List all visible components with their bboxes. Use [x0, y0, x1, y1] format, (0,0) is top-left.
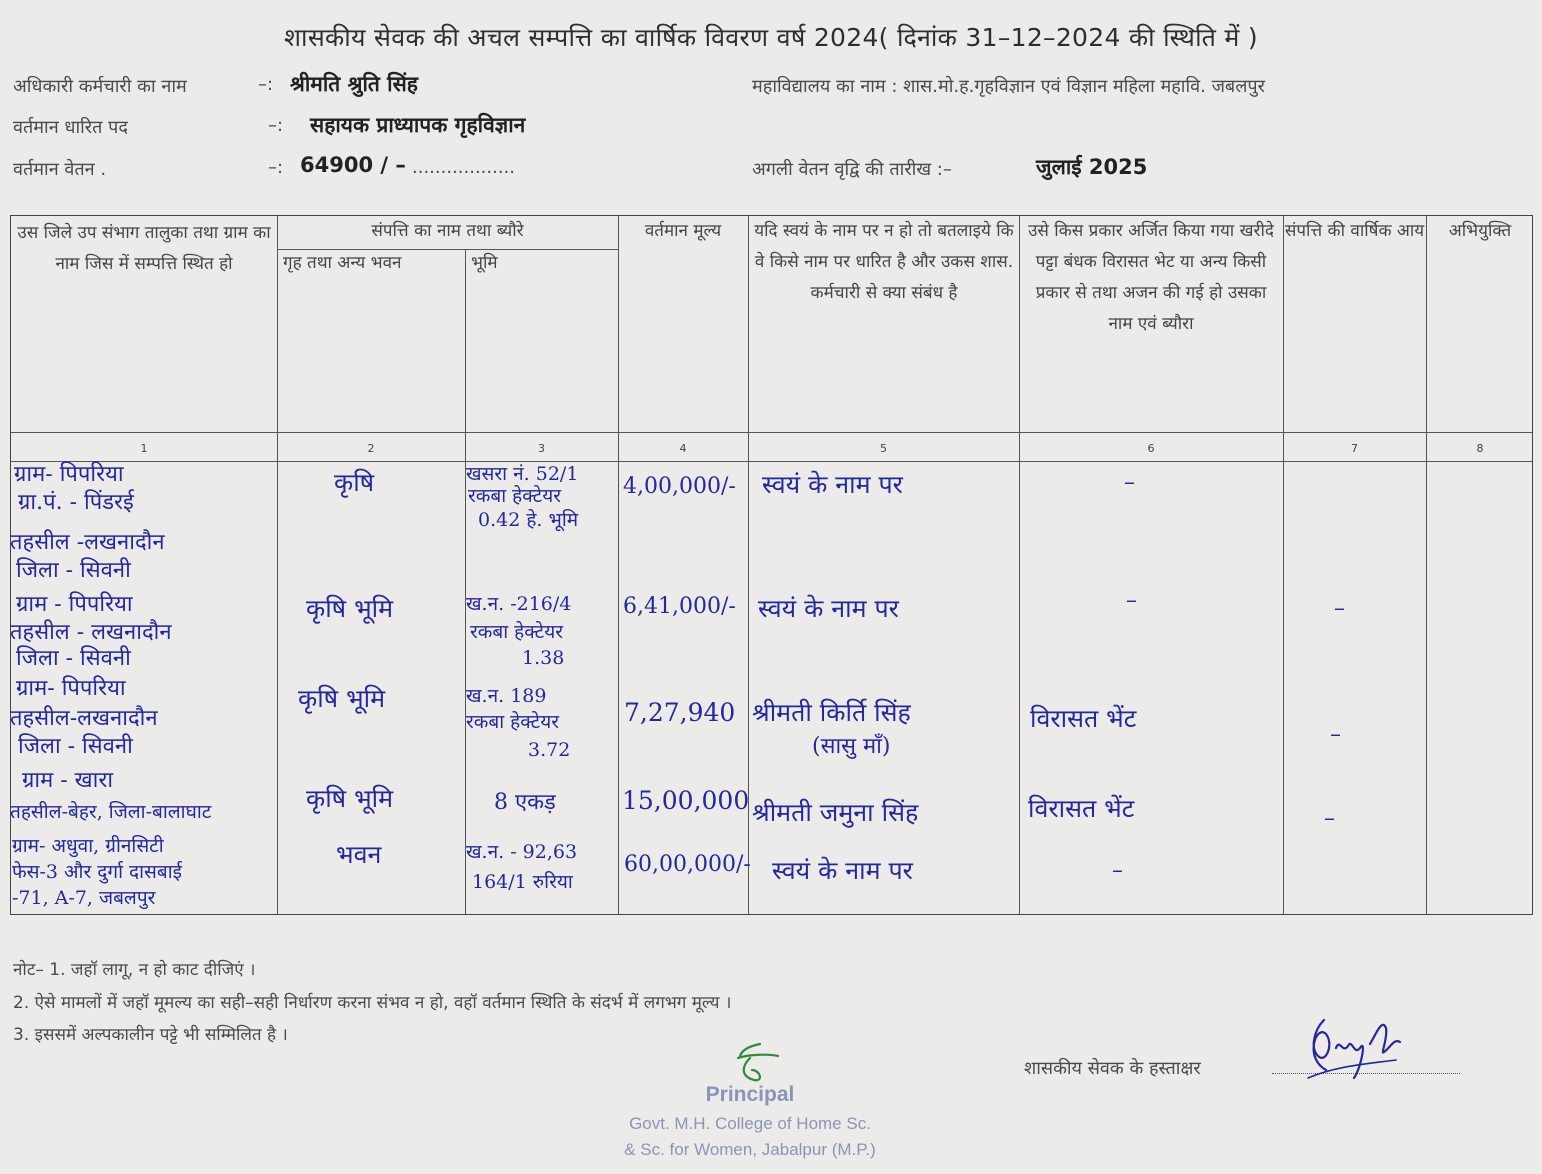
column-divider: [618, 216, 619, 914]
stamp-line-2: & Sc. for Women, Jabalpur (M.P.): [624, 1140, 876, 1159]
column-number: 3: [538, 442, 545, 455]
stamp-line-1: Govt. M.H. College of Home Sc.: [629, 1114, 871, 1133]
number-row-divider: [11, 461, 1532, 462]
post-label: वर्तमान धारित पद: [13, 117, 128, 138]
increment-label: अगली वेतन वृद्वि की तारीख :–: [752, 159, 952, 180]
row1-location-line: जिला - सिवनी: [16, 558, 131, 583]
row4-value: 15,00,000: [622, 786, 750, 815]
post-separator: –:: [268, 115, 284, 136]
college-label: महाविद्यालय का नाम : शास.मो.ह.गृहविज्ञान एवं विज्ञान महिला महावि. जबलपुर: [752, 76, 1266, 97]
page-title: शासकीय सेवक की अचल सम्पत्ति का वार्षिक विवरण वर्ष 2024( दिनांक 31–12–2024 की स्थिति में ): [284, 23, 1258, 52]
row5-owner: स्वयं के नाम पर: [772, 856, 913, 885]
row3-acquired: विरासत भेंट: [1030, 704, 1137, 733]
row2-property: कृषि भूमि: [306, 594, 394, 623]
header-owner-relation: यदि स्वयं के नाम पर न हो तो बतलाइये कि वे किसे नाम पर धारित है और उकस शास. कर्मचारी से क्या संबंध है: [754, 221, 1014, 303]
row3-location-line: तहसील-लखनादौन: [10, 706, 158, 731]
row3-income: –: [1330, 722, 1341, 747]
row3-location-line: जिला - सिवनी: [18, 734, 133, 759]
row5-acquired: –: [1112, 858, 1123, 883]
header-property-details: संपत्ति का नाम तथा ब्यौरे: [371, 221, 524, 241]
row5-property: भवन: [336, 840, 382, 869]
column-number: 7: [1351, 442, 1358, 455]
salary-value: 64900 / –: [300, 153, 406, 177]
row1-owner: स्वयं के नाम पर: [762, 470, 903, 499]
row1-acquired: –: [1124, 470, 1135, 495]
row4-location-line: तहसील-बेहर, जिला-बालाघाट: [10, 801, 212, 823]
header-location: उस जिले उप संभाग तालुका तथा ग्राम का नाम जिस में सम्पत्ति स्थित हो: [17, 223, 271, 274]
row1-land-line: 0.42 हे. भूमि: [478, 509, 579, 531]
row3-location-line: ग्राम- पिपरिया: [16, 676, 126, 701]
row2-value: 6,41,000/-: [623, 594, 736, 619]
column-divider: [465, 249, 466, 914]
row5-value: 60,00,000/-: [624, 852, 751, 877]
row2-location-line: तहसील - लखनादौन: [10, 620, 172, 645]
column-divider: [1019, 216, 1020, 914]
row1-land-line: खसरा नं. 52/1: [466, 463, 579, 485]
row5-location-line: फेस-3 और दुर्गा दासबाई: [12, 861, 182, 883]
row2-acquired: –: [1126, 588, 1137, 613]
note-3: 3. इससमें अल्पकालीन पट्टे भी सम्मिलित है ।: [13, 1025, 288, 1045]
row2-income: –: [1334, 596, 1345, 621]
salary-separator: –:: [268, 157, 284, 178]
header-divider: [11, 432, 1532, 433]
row2-location-line: ग्राम - पिपरिया: [16, 592, 133, 617]
row5-location-line: ग्राम- अधुवा, ग्रीनसिटी: [12, 835, 164, 857]
row4-location-line: ग्राम - खारा: [22, 768, 114, 793]
header-current-value: वर्तमान मूल्य: [644, 221, 722, 241]
note-2: 2. ऐसे मामलों में जहॉ मूमल्य का सही–सही निर्धारण करना संभव न हो, वहॉ वर्तमान स्थिति के संदर्भ में लगभग मूल्य ।: [13, 993, 732, 1013]
column-number: 6: [1147, 442, 1155, 455]
row2-owner: स्वयं के नाम पर: [758, 594, 899, 623]
name-separator: –:: [258, 74, 274, 95]
row3-property: कृषि भूमि: [298, 684, 386, 713]
column-divider: [277, 216, 278, 914]
column-divider: [1283, 216, 1284, 914]
signature-scrawl: [1296, 1008, 1416, 1088]
header-land: भूमि: [471, 253, 498, 273]
row4-acquired: विरासत भेंट: [1028, 794, 1135, 823]
name-label: अधिकारी कर्मचारी का नाम: [13, 76, 187, 97]
stamp-title: Principal: [705, 1083, 795, 1106]
row3-owner-line: श्रीमती किर्ति सिंह: [752, 698, 911, 727]
row4-owner: श्रीमती जमुना सिंह: [752, 798, 919, 827]
header-remarks: अभियुक्ति: [1448, 221, 1512, 241]
row3-land-line: ख.न. 189: [466, 685, 547, 707]
column-number: 1: [140, 442, 148, 455]
row3-land-line: रकबा हेक्टेयर: [466, 711, 559, 733]
row2-land-line: ख.न. -216/4: [466, 593, 572, 615]
row1-property: कृषि: [334, 468, 375, 497]
note-1: नोट– 1. जहॉ लागू, न हो काट दीजिएं ।: [13, 960, 256, 980]
row1-location-line: तहसील -लखनादौन: [10, 530, 165, 555]
row1-location-line: ग्राम- पिपरिया: [14, 462, 124, 487]
row3-value: 7,27,940: [624, 698, 736, 727]
row2-land-line: 1.38: [522, 647, 565, 669]
row5-land-line: ख.न. - 92,63: [466, 841, 578, 863]
row3-land-line: 3.72: [528, 739, 571, 761]
header-buildings: गृह तथा अन्य भवन: [283, 253, 402, 273]
salary-dots: ..................: [412, 157, 515, 178]
salary-label: वर्तमान वेतन .: [13, 159, 107, 180]
column-divider: [1426, 216, 1427, 914]
row5-land-line: 164/1 रुरिया: [472, 871, 573, 893]
column-number: 8: [1476, 442, 1484, 455]
row4-land: 8 एकड़: [494, 790, 556, 815]
name-value: श्रीमति श्रुति सिंह: [290, 72, 418, 96]
row2-land-line: रकबा हेक्टेयर: [470, 621, 563, 643]
signature-label: शासकीय सेवक के हस्ताक्षर: [1024, 1058, 1201, 1079]
post-value: सहायक प्राध्यापक गृहविज्ञान: [310, 113, 526, 137]
increment-value: जुलाई 2025: [1036, 155, 1148, 179]
row2-location-line: जिला - सिवनी: [16, 646, 131, 671]
header-annual-income: संपत्ति की वार्षिक आय: [1284, 221, 1425, 241]
row1-value: 4,00,000/-: [623, 474, 736, 499]
row1-land-line: रकबा हेक्टेयर: [468, 485, 561, 507]
row3-owner-line: (सासु माँ): [812, 734, 891, 759]
column-number: 2: [367, 442, 375, 455]
column-number: 5: [880, 442, 887, 455]
row5-location-line: -71, A-7, जबलपुर: [12, 887, 156, 909]
header-acquisition: उसे किस प्रकार अर्जित किया गया खरीदे पट्टा बंधक विरासत भेट या अन्य किसी प्रकार से तथा अजन की गई हो उसका नाम एवं ब्यौरा: [1028, 221, 1274, 334]
row4-income: –: [1324, 806, 1335, 831]
row1-location-line: ग्रा.पं. - पिंडरई: [18, 490, 134, 515]
column-number: 4: [679, 442, 687, 455]
row4-property: कृषि भूमि: [306, 784, 394, 813]
